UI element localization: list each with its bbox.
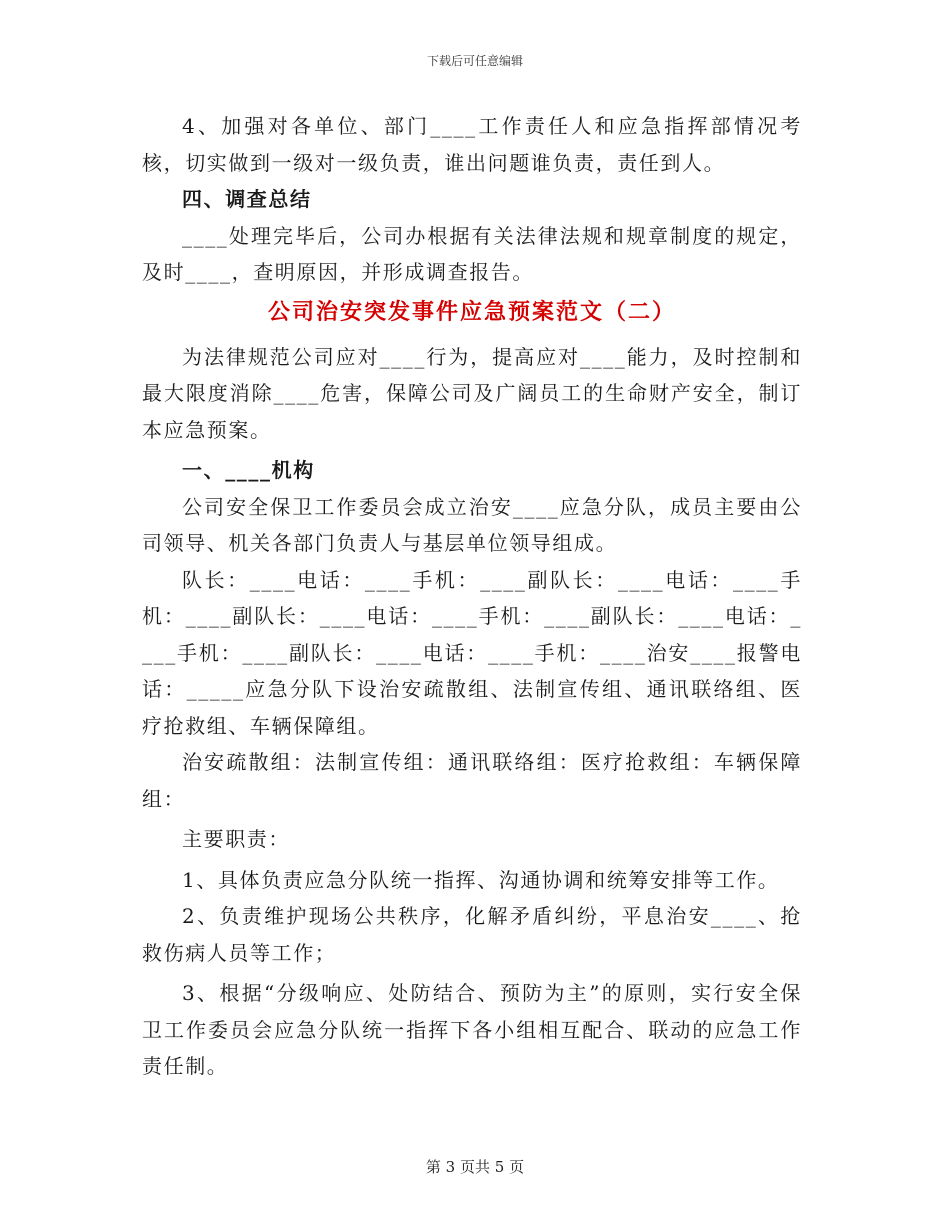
paragraph-investigation: ____处理完毕后，公司办根据有关法律法规和规章制度的规定，及时____，查明原因，并形成调查报告。 xyxy=(142,223,802,284)
page-footer: 第 3 页共 5 页 xyxy=(425,1158,525,1176)
document-body xyxy=(142,108,802,1085)
page-header: 下载后可任意编辑 xyxy=(426,54,523,68)
paragraph-4-assessment: 4、加强对各单位、部门____工作责任人和应急指挥部情况考核，切实做到一级对一级负责，谁出问题谁负责，责任到人。 xyxy=(142,114,802,175)
section-heading-investigation: 四、调查总结 xyxy=(182,187,312,211)
paragraph-organization: 公司安全保卫工作委员会成立治安____应急分队，成员主要由公司领导、机关各部门负责人与基层单位领导组成。 xyxy=(142,494,802,555)
paragraph-contacts: 队长：____电话：____手机：____副队长：____电话：____手机：____副队长：____电话：____手机：____副队长：____电话：____手机：____副队长：____电话：____手机：____治安____报警电话：_____应急分队下设治安疏散组、法制宣传组、通讯联络组、医疗抢救组、车辆保障组。 xyxy=(142,567,802,738)
paragraph-groups: 治安疏散组：法制宣传组：通讯联络组：医疗抢救组：车辆保障组： xyxy=(142,750,802,811)
document-title: 公司治安突发事件应急预案范文（二） xyxy=(267,298,676,325)
duty-item-2: 2、负责维护现场公共秩序，化解矛盾纠纷，平息治安____、抢救伤病人员等工作； xyxy=(142,904,802,965)
duty-item-1: 1、具体负责应急分队统一指挥、沟通协调和统筹安排等工作。 xyxy=(182,867,780,892)
duty-item-3: 3、根据“分级响应、处防结合、预防为主”的原则，实行安全保卫工作委员会应急分队统一指挥下各小组相互配合、联动的应急工作责任制。 xyxy=(142,981,802,1078)
paragraph-purpose: 为法律规范公司应对____行为，提高应对____能力，及时控制和最大限度消除____危害，保障公司及广阔员工的生命财产安全，制订本应急预案。 xyxy=(142,344,802,442)
section-heading-organization: 一、____机构 xyxy=(182,458,315,482)
paragraph-duties-heading: 主要职责： xyxy=(182,827,290,851)
